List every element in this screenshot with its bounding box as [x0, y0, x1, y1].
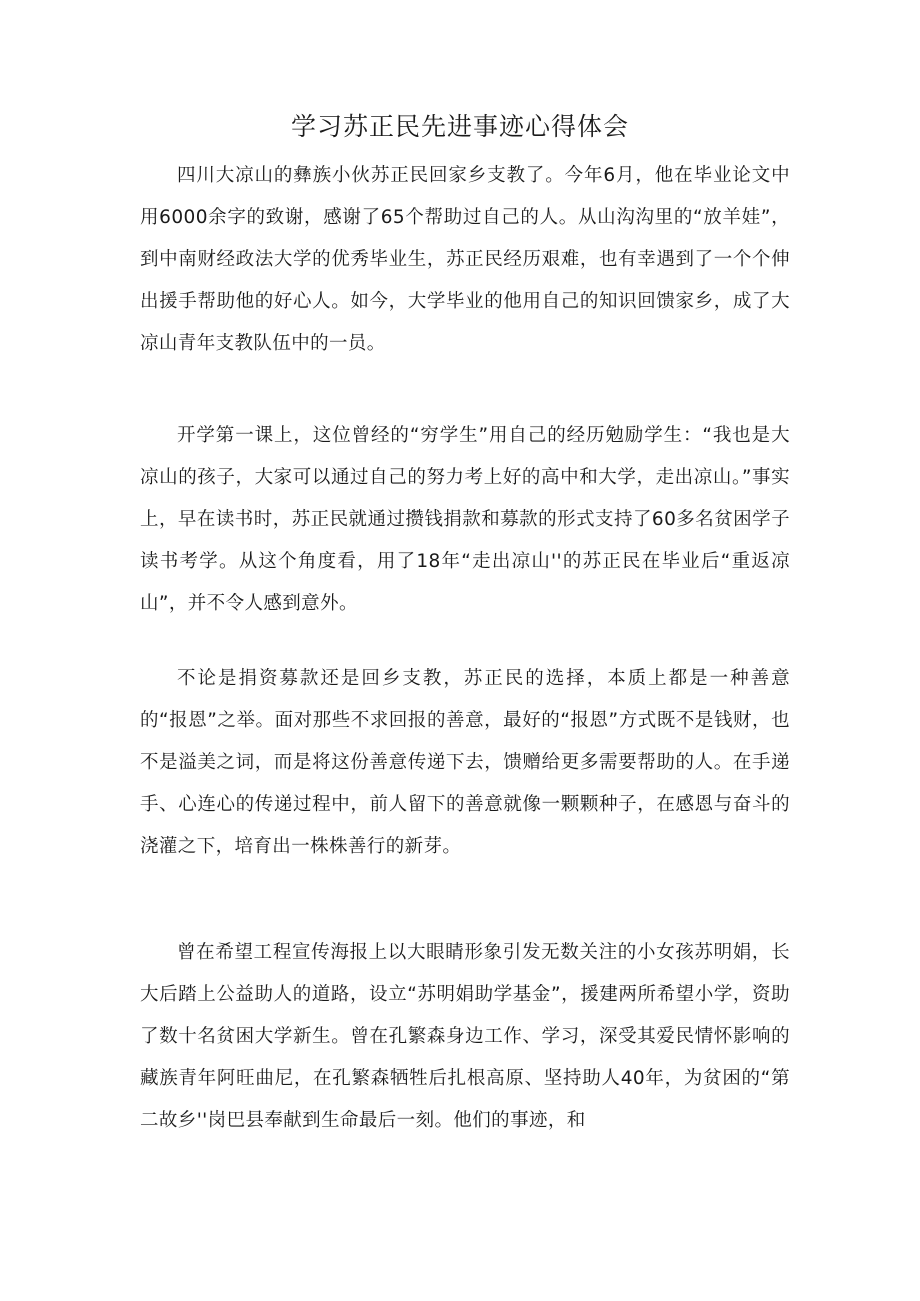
paragraph-2: 开学第一课上，这位曾经的“穷学生”用自己的经历勉励学生：“我也是大凉山的孩子，大家可以通过自己的努力考上好的高中和大学，走出凉山。”事实上，早在读书时，苏正民就通过攒钱捐款和募款的形式支持了60多名贫困学子读书考学。从这个角度看，用了18年“走出凉山''的苏正民在毕业后“重返凉山”，并不令人感到意外。 [140, 425, 790, 614]
paragraph-4: 曾在希望工程宣传海报上以大眼睛形象引发无数关注的小女孩苏明娟，长大后踏上公益助人的道路，设立“苏明娟助学基金”，援建两所希望小学，资助了数十名贫困大学新生。曾在孔繁森身边工作、学习，深受其爱民情怀影响的藏族青年阿旺曲尼，在孔繁森牺牲后扎根高原、坚持助人40年，为贫困的“第二故乡''岗巴县奉献到生命最后一刻。他们的事迹，和 [140, 942, 790, 1131]
paragraph-1: 四川大凉山的彝族小伙苏正民回家乡支教了。今年6月，他在毕业论文中用6000余字的致谢，感谢了65个帮助过自己的人。从山沟沟里的“放羊娃”，到中南财经政法大学的优秀毕业生，苏正民经历艰难，也有幸遇到了一个个伸出援手帮助他的好心人。如今，大学毕业的他用自己的知识回馈家乡，成了大凉山青年支教队伍中的一员。 [140, 165, 790, 354]
document-title: 学习苏正民先进事迹心得体会 [290, 112, 629, 141]
paragraph-3: 不论是捐资募款还是回乡支教，苏正民的选择，本质上都是一种善意的“报恩”之举。面对那些不求回报的善意，最好的“报恩”方式既不是钱财，也不是溢美之词，而是将这份善意传递下去，馈赠给更多需要帮助的人。在手递手、心连心的传递过程中，前人留下的善意就像一颗颗种子，在感恩与奋斗的浇灌之下，培育出一株株善行的新芽。 [140, 668, 790, 857]
